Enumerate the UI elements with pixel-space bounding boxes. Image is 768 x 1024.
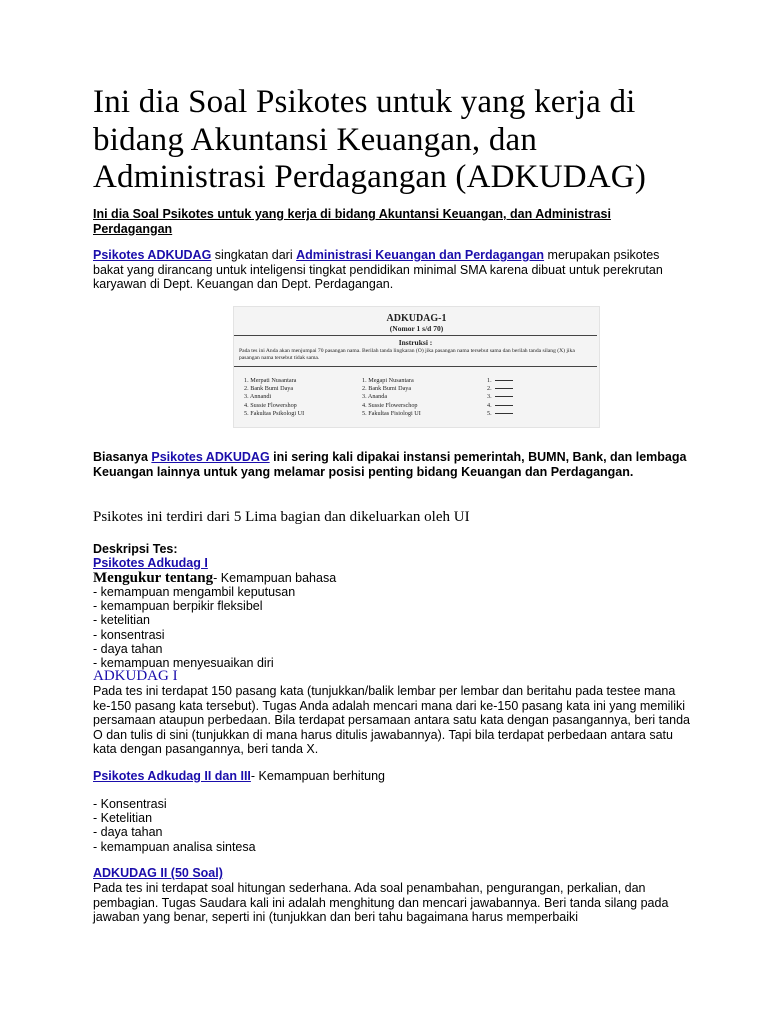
scan-right-item: 5. Fakultas Fisiologi UI	[362, 409, 421, 417]
adkudag-i-heading: ADKUDAG I	[93, 668, 178, 684]
deskripsi-link-line	[93, 556, 693, 571]
scan-left-item: 4. Sussie Flowershop	[244, 401, 297, 409]
scan-instruction-box	[234, 335, 597, 367]
scan-subtitle: (Nomor 1 s/d 70)	[389, 324, 444, 333]
list-item: - kemampuan analisa sintesa	[93, 839, 256, 854]
measure-label: Mengukur tentang	[93, 570, 214, 586]
parts-paragraph: Psikotes ini terdiri dari 5 Lima bagian dan dikeluarkan oleh UI	[93, 509, 470, 525]
usage-paragraph	[93, 450, 693, 479]
scan-right-item: 3. Ananda	[362, 393, 388, 401]
scan-answer-item: 5.	[487, 410, 513, 418]
adkudag-ii-iii-list	[93, 797, 693, 854]
scan-right-item: 4. Sussie Flowerschop	[362, 401, 418, 409]
adkudag-ii-iii-text: - Kemampuan berhitung	[250, 769, 386, 783]
list-item: - kemampuan berpikir fleksibel	[93, 599, 263, 614]
scan-left-item: 3. Annandi	[244, 393, 272, 401]
link-administrasi-keuangan[interactable]: Administrasi Keuangan dan Perdagangan	[296, 248, 545, 262]
list-item: - Konsentrasi	[93, 797, 167, 811]
link-adkudag-ii[interactable]: ADKUDAG II (50 Soal)	[93, 866, 223, 880]
adkudag-ii-iii-line	[93, 769, 693, 784]
list-item: - kemampuan mengambil keputusan	[93, 585, 296, 599]
scan-answer-item: 1.	[487, 377, 513, 385]
list-item: - Ketelitian	[93, 811, 153, 826]
adkudag-ii-text: Pada tes ini terdapat soal hitungan sederhana. Ada soal penambahan, pengurangan, perkalian, dan pembagian. Tugas Saudara kali ini adalah menghitung dan mencari jawabannya. Beri tanda silang pada jawaban yang benar, seperti ini (tunjukkan dan beri tahu bagaimana harus memperbaiki	[93, 881, 669, 924]
list-item: - konsentrasi	[93, 627, 165, 642]
measure-text: - Kemampuan bahasa	[213, 571, 337, 585]
scan-answer-item: 2.	[487, 385, 513, 393]
usage-text-2: ini sering kali dipakai instansi pemerintah, BUMN, Bank, dan lembaga Keuangan lainnya untuk yang melamar posisi penting bidang Keuangan dan Perdagangan.	[93, 450, 687, 479]
scan-title: ADKUDAG-1	[386, 313, 447, 324]
scan-left-item: 2. Bank Bumi Daya	[244, 385, 294, 393]
scan-answer-item: 4.	[487, 402, 513, 410]
scan-instruction-text: Pada tes ini Anda akan menjumpai 70 pasangan nama. Berilah tanda lingkaran (O) jika pasangan nama tersebut sama dan berilah tanda silang (X) jika pasangan nama tersebut tidak sama.	[239, 348, 575, 361]
link-psikotes-adkudag-i[interactable]: Psikotes Adkudag I	[93, 556, 208, 570]
deskripsi-heading: Deskripsi Tes:	[93, 542, 178, 556]
intro-text-1: singkatan dari	[211, 248, 297, 262]
intro-text-2: merupakan psikotes bakat yang dirancang untuk inteligensi tingkat pendidikan minimal SMA karena dibuat untuk perekrutan karyawan di Dept. Keuangan dan Dept. Perdagangan.	[93, 248, 663, 291]
intro-paragraph	[93, 248, 693, 292]
adkudag-i-text: Pada tes ini terdapat 150 pasang kata (tunjukkan/balik lembar per lembar dan beritahu pada testee mana ke-150 pasang kata tersebut). Tugas Anda adalah mencari mana dari ke-150 pasang kata ini yang memiliki persamaan ataupun perbedaan. Bila terdapat persamaan antara satu kata dengan pasangannya, beri tanda O dan tulis di sini (tunjukkan di mana harus ditulis jawabannya). Tapi bila terdapat perbedaan antara satu kata dengan pasangannya, beri tanda X.	[93, 684, 690, 756]
scan-answer-column	[487, 377, 513, 418]
scan-right-column	[362, 377, 421, 418]
scan-instruction-heading: Instruksi :	[398, 338, 433, 347]
link-psikotes-adkudag[interactable]: Psikotes ADKUDAG	[93, 248, 212, 262]
adkudag-ii-heading-line	[93, 866, 693, 881]
measure-list	[93, 585, 693, 670]
list-item: - daya tahan	[93, 825, 163, 840]
scan-left-item: 5. Fakultas Psikologi UI	[244, 409, 305, 417]
usage-text-1: Biasanya	[93, 450, 152, 464]
scan-answer-item: 3.	[487, 393, 513, 401]
page-title: Ini dia Soal Psikotes untuk yang kerja di bidang Akuntansi Keuangan, dan Administrasi Perdagangan (ADKUDAG)	[93, 84, 647, 195]
link-psikotes-adkudag-2[interactable]: Psikotes ADKUDAG	[151, 450, 270, 464]
list-item: - daya tahan	[93, 641, 163, 656]
list-item: - ketelitian	[93, 613, 150, 628]
subtitle: Ini dia Soal Psikotes untuk yang kerja di bidang Akuntansi Keuangan, dan Administrasi Perdagangan	[93, 207, 611, 236]
scan-left-column	[244, 377, 304, 418]
list-item: - kemampuan menyesuaikan diri	[93, 656, 274, 671]
measure-line	[93, 570, 693, 586]
scanned-form-image	[233, 306, 600, 428]
scan-right-item: 1. Megapi Nusantara	[362, 377, 414, 384]
scan-right-item: 2. Bank Bumi Daya	[362, 385, 412, 393]
scan-left-item: 1. Merpati Nusantara	[244, 377, 297, 384]
link-psikotes-adkudag-ii-iii[interactable]: Psikotes Adkudag II dan III	[93, 769, 251, 783]
